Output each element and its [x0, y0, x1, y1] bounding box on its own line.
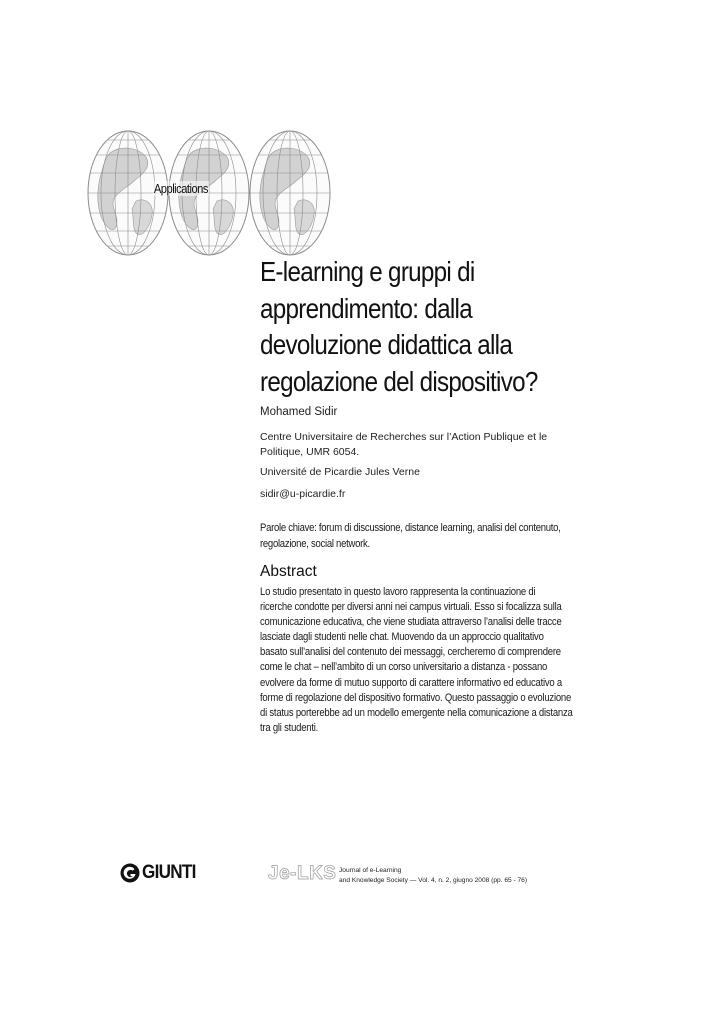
abstract-line: Lo studio presentato in questo lavoro rappresenta la continuazione di	[260, 586, 536, 598]
publisher-name: GIUNTI	[142, 862, 196, 883]
title-line: devoluzione didattica alla	[260, 329, 513, 360]
article-title	[260, 254, 647, 400]
publisher-logo	[120, 862, 202, 884]
abstract-line: basato sull’analisi del contenuto dei messaggi, cercheremo di comprendere	[260, 646, 561, 659]
abstract-body	[260, 585, 573, 736]
journal-citation	[339, 866, 527, 885]
world-map-globes-icon	[86, 128, 332, 258]
abstract-line: come le chat – nell’ambito di un corso universitario a distanza - possano	[260, 661, 548, 674]
giunti-logo-icon	[120, 863, 140, 883]
title-line: regolazione del dispositivo?	[260, 365, 538, 397]
abstract-line: lasciate dagli studenti nelle chat. Muovendo da un approccio qualitativo	[260, 631, 544, 644]
abstract-line: evolvere da forme di mutuo supporto di carattere informativo ed educativo a	[260, 676, 562, 689]
abstract-heading: Abstract	[260, 563, 317, 580]
abstract-line: forme di regolazione del dispositivo formativo. Questo passaggio o evoluzione	[260, 691, 572, 704]
journal-volume: and Knowledge Society — Vol. 4, n. 2, giugno 2008 (pp. 65 - 76)	[339, 876, 528, 884]
title-line: E-learning e gruppi di	[260, 256, 475, 287]
keywords: Parole chiave: forum di discussione, distance learning, analisi del contenuto, regolazione, social network.	[260, 522, 561, 550]
journal-name: Journal of e-Learning	[339, 867, 402, 874]
title-line: apprendimento: dalla	[260, 292, 472, 324]
author-email: sidir@u-picardie.fr	[260, 488, 346, 500]
abstract-line: ricerche condotte per diversi anni nei campus virtuali. Esso si focalizza sulla	[260, 601, 562, 614]
abstract-line: tra gli studenti.	[260, 721, 319, 734]
abstract-line: comunicazione educativa, che viene studiata attraverso l’analisi delle tracce	[260, 616, 562, 629]
abstract-line: di status porterebbe ad un modello emergente nella comunicazione a distanza	[260, 706, 573, 719]
author-university: Université de Picardie Jules Verne	[260, 466, 420, 478]
author-name: Mohamed Sidir	[260, 406, 338, 418]
section-label: Applications	[153, 181, 208, 196]
journal-logo: Je-LKS	[268, 863, 337, 884]
author-affiliation: Centre Universitaire de Recherches sur l’Action Publique et le Politique, UMR 6054.	[260, 431, 548, 458]
